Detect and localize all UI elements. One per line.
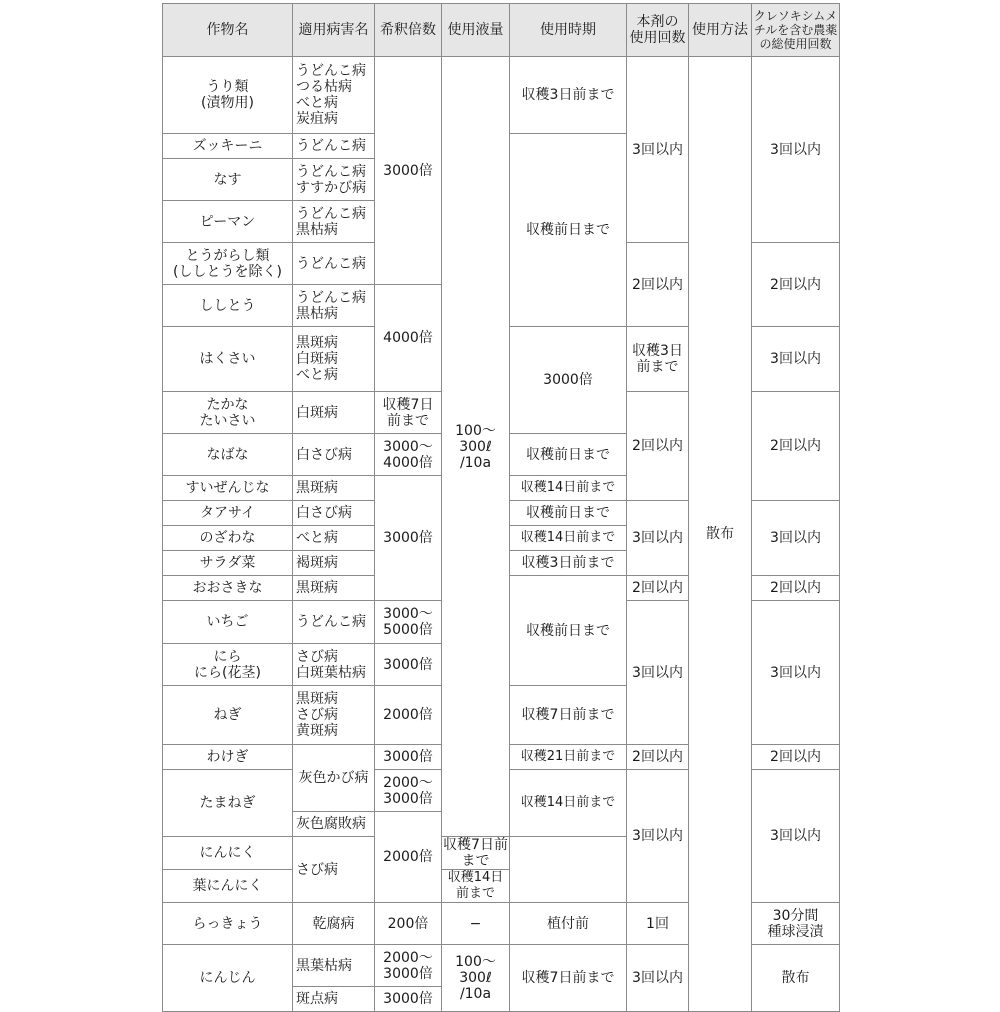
crop-cell: タアサイ (163, 501, 293, 526)
dilution-cell: 3000倍 (375, 57, 442, 285)
disease-cell: さび病 白斑葉枯病 (293, 644, 375, 686)
timing-cell: 収穫14日前まで (442, 870, 510, 903)
count-cell: 1回 (627, 903, 689, 945)
timing-cell: 収穫7日前まで (510, 686, 627, 745)
crop-cell: なす (163, 159, 293, 201)
timing-cell: 収穫前日まで (510, 576, 627, 686)
header-timing: 使用時期 (510, 4, 627, 57)
disease-cell: 黒斑病 (293, 576, 375, 601)
header-disease: 適用病害名 (293, 4, 375, 57)
count-cell: 3回以内 (627, 945, 689, 1012)
total-cell: 2回以内 (752, 745, 840, 770)
timing-cell: 収穫7日前まで (443, 837, 508, 869)
crop-cell: のざわな (163, 526, 293, 551)
crop-cell: わけぎ (163, 745, 293, 770)
volume-cell: 100〜 300ℓ /10a (442, 945, 510, 1012)
total-cell: 2回以内 (752, 392, 840, 501)
method-cell: 散布 (752, 945, 840, 1012)
timing-cell: 収穫14日前まで (510, 476, 627, 501)
timing-cell: 収穫前日まで (510, 434, 627, 476)
dilution-cell: 3000倍 (375, 987, 442, 1012)
crop-cell: ズッキーニ (163, 134, 293, 159)
total-cell: 3回以内 (752, 501, 840, 576)
header-total: クレソキシムメ チルを含む農薬 の総使用回数 (752, 4, 840, 57)
timing-cell: 収穫7日前まで (510, 945, 627, 1012)
crop-cell: らっきょう (163, 903, 293, 945)
disease-cell: 黒葉枯病 (293, 945, 375, 987)
crop-cell: とうがらし類 (ししとうを除く) (163, 243, 293, 285)
timing-cell: 収穫3日前まで (510, 551, 627, 576)
volume-cell: − (442, 903, 510, 945)
dilution-cell: 2000〜 3000倍 (375, 770, 442, 812)
timing-cell: 収穫14日前まで (510, 526, 627, 551)
count-cell: 2回以内 (627, 745, 689, 770)
crop-cell: なばな (163, 434, 293, 476)
count-cell: 3回以内 (627, 770, 689, 903)
volume-cell: 100〜 300ℓ /10a (442, 57, 510, 837)
disease-cell: 褐斑病 (293, 551, 375, 576)
crop-cell: ピーマン (163, 201, 293, 243)
disease-cell: うどんこ病 つる枯病 べと病 炭疽病 (293, 57, 375, 134)
disease-cell: 黒斑病 さび病 黄斑病 (293, 686, 375, 745)
disease-cell: 灰色腐敗病 (293, 812, 375, 837)
timing-cell: 収穫7日前まで (375, 392, 442, 434)
dilution-cell: 3000倍 (375, 476, 442, 601)
timing-cell: 収穫前日まで (510, 134, 627, 327)
crop-cell: にら にら(花茎) (163, 644, 293, 686)
count-cell: 2回以内 (627, 243, 689, 327)
disease-cell: うどんこ病 (293, 243, 375, 285)
dilution-cell: 3000倍 (510, 327, 627, 434)
crop-cell: おおさきな (163, 576, 293, 601)
crop-cell: ねぎ (163, 686, 293, 745)
crop-cell: 葉にんにく (163, 870, 293, 903)
timing-cell: 植付前 (510, 903, 627, 945)
crop-cell: いちご (163, 601, 293, 644)
dilution-cell: 3000倍 (375, 745, 442, 770)
disease-cell: 白斑病 (293, 392, 375, 434)
timing-cell: 収穫3日前まで (510, 57, 627, 134)
count-cell: 2回以内 (627, 392, 689, 501)
method-cell: 散布 (689, 57, 752, 1012)
crop-cell: すいぜんじな (163, 476, 293, 501)
header-dilution: 希釈倍数 (375, 4, 442, 57)
total-cell: 2回以内 (752, 576, 840, 601)
disease-cell: 白さび病 (293, 434, 375, 476)
total-cell: 3回以内 (752, 770, 840, 903)
disease-cell: 黒斑病 白斑病 べと病 (293, 327, 375, 392)
header-row (163, 4, 840, 57)
count-cell: 3回以内 (627, 601, 689, 745)
crop-cell: たかな たいさい (163, 392, 293, 434)
disease-cell: うどんこ病 (293, 134, 375, 159)
header-volume: 使用液量 (442, 4, 510, 57)
dilution-cell: 200倍 (375, 903, 442, 945)
dilution-cell: 2000〜 3000倍 (375, 945, 442, 987)
header-count: 本剤の 使用回数 (627, 4, 689, 57)
disease-cell: 白さび病 (293, 501, 375, 526)
crop-cell: にんじん (163, 945, 293, 1012)
method-cell: 30分間 種球浸漬 (752, 903, 840, 945)
count-cell: 3回以内 (752, 327, 840, 392)
disease-cell: うどんこ病 すすかび病 (293, 159, 375, 201)
dilution-cell: 2000倍 (375, 686, 442, 745)
crop-cell: うり類 (漬物用) (163, 57, 293, 134)
dilution-cell: 3000倍 (375, 644, 442, 686)
disease-cell: 灰色かび病 (293, 745, 375, 812)
header-crop: 作物名 (163, 4, 293, 57)
dilution-cell: 3000〜 5000倍 (375, 601, 442, 644)
count-cell: 3回以内 (627, 501, 689, 576)
timing-cell: 収穫3日前まで (627, 327, 689, 392)
disease-cell: うどんこ病 (293, 601, 375, 644)
disease-cell: べと病 (293, 526, 375, 551)
disease-cell: うどんこ病 黒枯病 (293, 285, 375, 327)
crop-cell: ししとう (163, 285, 293, 327)
total-cell: 2回以内 (752, 243, 840, 327)
crop-cell: はくさい (163, 327, 293, 392)
disease-cell: 斑点病 (293, 987, 375, 1012)
disease-cell: 乾腐病 (293, 903, 375, 945)
total-cell: 3回以内 (752, 601, 840, 745)
timing-cell: 収穫前日まで (510, 501, 627, 526)
count-cell: 3回以内 (627, 57, 689, 243)
table-row (163, 57, 840, 134)
dilution-cell: 4000倍 (375, 285, 442, 392)
pesticide-application-table (162, 3, 840, 1012)
disease-cell: うどんこ病 黒枯病 (293, 201, 375, 243)
total-cell: 3回以内 (752, 57, 840, 243)
count-cell: 2回以内 (627, 576, 689, 601)
dilution-cell: 3000〜 4000倍 (375, 434, 442, 476)
timing-cell: 収穫21日前まで (510, 745, 627, 770)
timing-cell: 収穫14日前まで (510, 770, 627, 837)
crop-cell: たまねぎ (163, 770, 293, 837)
crop-cell: サラダ菜 (163, 551, 293, 576)
disease-cell: 黒斑病 (293, 476, 375, 501)
crop-cell: にんにく (163, 837, 293, 870)
dilution-cell: 2000倍 (375, 812, 442, 903)
disease-cell: さび病 (293, 837, 375, 903)
header-method: 使用方法 (689, 4, 752, 57)
